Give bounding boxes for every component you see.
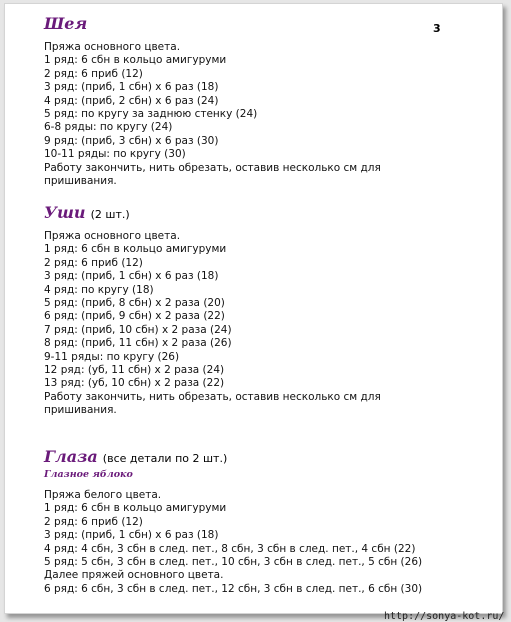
instruction-line: Пряжа белого цвета. [44, 489, 162, 501]
section-heading [44, 203, 381, 223]
section-ears [44, 203, 381, 417]
instruction-line: Пряжа основного цвета. [44, 41, 181, 53]
instruction-line: 2 ряд: 6 приб (12) [44, 515, 143, 528]
section-subtitle: Глазное яблоко [44, 469, 133, 480]
instruction-line: 10-11 ряды: по кругу (30) [44, 148, 186, 161]
instruction-line: 6 ряд: 6 сбн, 3 сбн в след. пет., 12 сбн, 3 сбн в след. пет., 6 сбн (30) [44, 582, 423, 595]
instruction-line: 2 ряд: 6 приб (12) [44, 67, 143, 80]
instruction-line: 1 ряд: 6 сбн в кольцо амигуруми [44, 243, 227, 256]
instruction-line: пришивания. [44, 174, 117, 187]
section-title: Шея [44, 14, 88, 33]
pattern-page [4, 3, 503, 614]
instruction-line: Работу закончить, нить обрезать, оставив несколько см для [44, 390, 381, 403]
instruction-line: 6 ряд: (приб, 9 сбн) х 2 раза (22) [44, 310, 225, 323]
instruction-line: 4 ряд: по кругу (18) [44, 283, 154, 296]
instruction-line: 4 ряд: 4 сбн, 3 сбн в след. пет., 8 сбн, 3 сбн в след. пет., 4 сбн (22) [44, 542, 416, 555]
instruction-line: 3 ряд: (приб, 1 сбн) х 6 раз (18) [44, 81, 219, 94]
instruction-line: 3 ряд: (приб, 1 сбн) х 6 раз (18) [44, 270, 219, 283]
instruction-line: 9-11 ряды: по кругу (26) [44, 350, 180, 363]
instruction-line: 5 ряд: по кругу за заднюю стенку (24) [44, 107, 258, 120]
instruction-line: 2 ряд: 6 приб (12) [44, 256, 143, 269]
instruction-line: 9 ряд: (приб, 3 сбн) х 6 раз (30) [44, 134, 219, 147]
page-number: 3 [433, 22, 441, 35]
instruction-line: пришивания. [44, 404, 117, 417]
watermark-url: http://sonya-kot.ru/ [384, 611, 505, 622]
instruction-list [44, 41, 381, 188]
instruction-list [44, 489, 422, 596]
instruction-line: Далее пряжей основного цвета. [44, 569, 224, 582]
section-note: (2 шт.) [90, 208, 130, 221]
section-heading [44, 14, 381, 34]
instruction-line: 5 ряд: (приб, 8 сбн) х 2 раза (20) [44, 296, 225, 309]
instruction-line: 5 ряд: 5 сбн, 3 сбн в след. пет., 10 сбн, 3 сбн в след. пет., 5 сбн (26) [44, 555, 423, 568]
instruction-list [44, 230, 381, 417]
instruction-line: 1 ряд: 6 сбн в кольцо амигуруми [44, 54, 227, 67]
section-title: Уши [44, 203, 86, 222]
instruction-line: 1 ряд: 6 сбн в кольцо амигуруми [44, 502, 227, 515]
section-title: Глаза [44, 447, 98, 466]
instruction-line: 12 ряд: (уб, 11 сбн) х 2 раза (24) [44, 363, 225, 376]
instruction-line: Пряжа основного цвета. [44, 230, 181, 242]
section-eyes [44, 447, 422, 596]
instruction-line: 7 ряд: (приб, 10 сбн) х 2 раза (24) [44, 323, 232, 336]
instruction-line: Работу закончить, нить обрезать, оставив несколько см для [44, 161, 381, 174]
instruction-line: 6-8 ряды: по кругу (24) [44, 121, 173, 134]
instruction-line: 3 ряд: (приб, 1 сбн) х 6 раз (18) [44, 529, 219, 542]
section-heading [44, 447, 422, 467]
instruction-line: 13 ряд: (уб, 10 сбн) х 2 раза (22) [44, 377, 225, 390]
instruction-line: 4 ряд: (приб, 2 сбн) х 6 раз (24) [44, 94, 219, 107]
section-neck [44, 14, 381, 188]
instruction-line: 8 ряд: (приб, 11 сбн) х 2 раза (26) [44, 337, 232, 350]
section-note: (все детали по 2 шт.) [102, 452, 228, 465]
